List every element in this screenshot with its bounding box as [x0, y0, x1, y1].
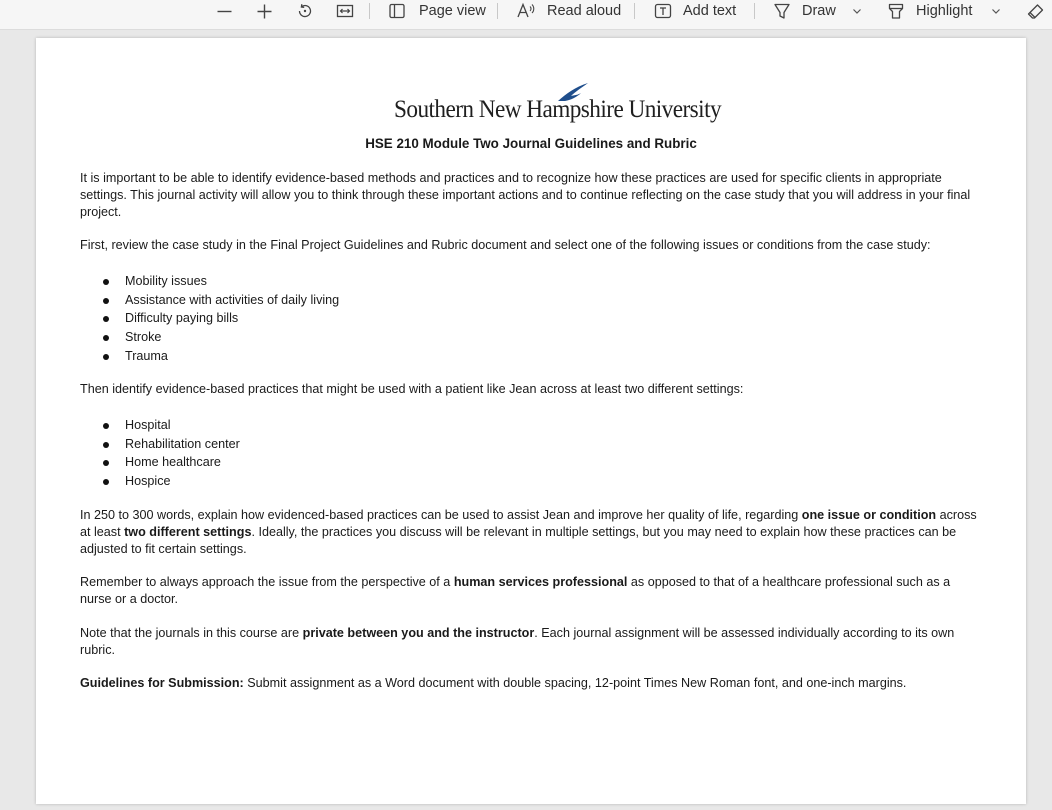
- bullet-icon: [103, 279, 109, 285]
- highlight-options-dropdown[interactable]: [991, 0, 1001, 22]
- rotate-button[interactable]: [296, 0, 314, 22]
- bullet-icon: [103, 442, 109, 448]
- identify-instruction: Then identify evidence-based practices that might be used with a patient like Jean across at least two different settings:: [80, 382, 744, 396]
- list-item: Assistance with activities of daily living: [80, 291, 339, 310]
- chevron-down-icon: [852, 6, 862, 16]
- toolbar-divider: [754, 3, 755, 19]
- bullet-icon: [103, 423, 109, 429]
- toolbar-divider: [497, 3, 498, 19]
- add-text-button[interactable]: [654, 0, 736, 22]
- list-item: Rehabilitation center: [80, 435, 240, 454]
- page-view-icon: [388, 2, 406, 20]
- bullet-icon: [103, 460, 109, 466]
- document-title: HSE 210 Module Two Journal Guidelines and Rubric: [365, 136, 697, 151]
- draw-label: Draw: [802, 3, 836, 19]
- explain-paragraph: In 250 to 300 words, explain how evidenced-based practices can be used to assist Jean and improve her quality of life, regarding one issue or condition across at least two different settings. Ideally, the practices you discuss will be relevant in multiple settings, but you may need to explain how these practices can be adjusted to fit certain settings.: [80, 508, 977, 556]
- highlight-label: Highlight: [916, 3, 973, 19]
- intro-paragraph: It is important to be able to identify evidence-based methods and practices and to recognize how these practices are used for specific clients in appropriate settings. This journal activity will allow you to think through these important actions and to continue reflecting on the case study that you will address in your final project.: [80, 171, 971, 219]
- logo-wordmark: Southern New Hampshire University: [394, 96, 722, 123]
- list-item: Hospice: [80, 472, 240, 491]
- list-item: Stroke: [80, 328, 339, 347]
- minus-icon: [216, 3, 233, 20]
- bullet-icon: [103, 479, 109, 485]
- pdf-toolbar: [0, 0, 1052, 30]
- add-text-label: Add text: [683, 3, 737, 19]
- list-item: Mobility issues: [80, 272, 339, 291]
- pen-icon: [773, 2, 791, 20]
- remember-paragraph: Remember to always approach the issue from the perspective of a human services professional as opposed to that of a healthcare professional such as a nurse or a doctor.: [80, 575, 951, 606]
- fit-width-icon: [336, 2, 354, 20]
- review-instruction: First, review the case study in the Final Project Guidelines and Rubric document and select one of the following issues or conditions from the case study:: [80, 238, 931, 252]
- erase-button[interactable]: [1026, 0, 1044, 22]
- toolbar-divider: [369, 3, 370, 19]
- highlighter-icon: [887, 2, 905, 20]
- pdf-page: [36, 38, 1026, 804]
- bullet-icon: [103, 298, 109, 304]
- zoom-in-button[interactable]: [256, 0, 273, 22]
- university-logo: [394, 82, 722, 126]
- eraser-icon: [1026, 2, 1044, 20]
- page-view-label: Page view: [419, 3, 486, 19]
- rotate-icon: [296, 2, 314, 20]
- bullet-icon: [103, 335, 109, 341]
- settings-list: [80, 416, 240, 491]
- bullet-icon: [103, 316, 109, 322]
- read-aloud-icon: [516, 2, 536, 20]
- add-text-icon: [654, 2, 672, 20]
- list-item: Trauma: [80, 347, 339, 366]
- note-paragraph: Note that the journals in this course are private between you and the instructor. Each journal assignment will be assessed individually according to its own rubric.: [80, 626, 955, 657]
- page-view-button[interactable]: [388, 0, 486, 22]
- zoom-out-button[interactable]: [216, 0, 233, 22]
- read-aloud-label: Read aloud: [547, 3, 622, 19]
- bullet-icon: [103, 354, 109, 360]
- read-aloud-button[interactable]: [516, 0, 621, 22]
- highlight-button[interactable]: [887, 0, 972, 22]
- list-item: Home healthcare: [80, 453, 240, 472]
- issues-list: [80, 272, 339, 365]
- draw-options-dropdown[interactable]: [852, 0, 862, 22]
- list-item: Difficulty paying bills: [80, 309, 339, 328]
- chevron-down-icon: [991, 6, 1001, 16]
- fit-page-button[interactable]: [336, 0, 354, 22]
- toolbar-divider: [634, 3, 635, 19]
- list-item: Hospital: [80, 416, 240, 435]
- plus-icon: [256, 3, 273, 20]
- submission-guidelines: Guidelines for Submission: Submit assignment as a Word document with double spacing, 12-point Times New Roman font, and one-inch margins.: [80, 676, 907, 690]
- draw-button[interactable]: [773, 0, 836, 22]
